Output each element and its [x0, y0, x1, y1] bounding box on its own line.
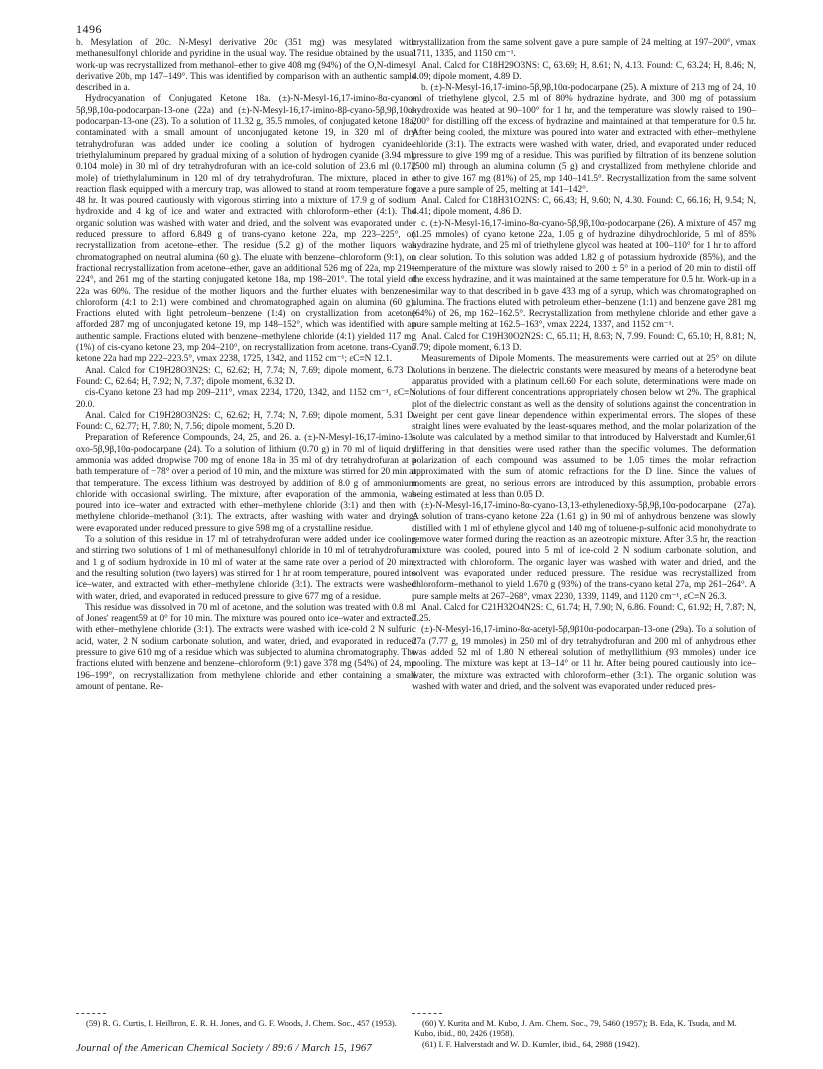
paragraph-jones-oxidation: This residue was dissolved in 70 ml of acetone, and the solution was treated with 0.8 ml of Jones' reagent59 at 0° for 10 min. The mixture was poured onto ice–water and extracted with ether–methylene chloride (3:1). The extracts were washed with ice-cold 2 N sulfuric acid, water, 2 N sodium carbonate solution, and water, dried, and evaporated in reduced pressure to give 610 mg of a residue which was subjected to alumina chromatography. The fractions eluted with benzene and benzene–chloroform (9:1) gave 378 mg (54%) of 24, mp 196–199°, on recrystallization from methylene chloride and ether containing a small amount of pentane. Re-: [76, 602, 416, 692]
paragraph-anal-25: Anal. Calcd for C18H31O2NS: C, 66.43; H, 9.60; N, 4.30. Found: C, 66.16; H, 9.54; N, 4.41; dipole moment, 4.86 D.: [412, 196, 756, 218]
paragraph-compound-27a: (±)-N-Mesyl-16,17-imino-8α-cyano-13,13-ethylenedioxy-5β,9β,10α-podocarpane (27a). A solution of trans-cyano ketone 22a (1.61 g) in 90 ml of anhydrous benzene was slowly distilled with 1 ml of ethylene glycol and 140 mg of toluene-p-sulfonic acid monohydrate to remove water formed during the reaction as an azeotropic mixture. After 3.5 hr, the reaction mixture was cooled, poured into 5 ml of ice-cold 2 N sodium carbonate solution, and extracted with chloroform. The organic layer was washed with water and dried, and the solvent was evaporated under reduced pressure. The residue was recrystallized from chloroform–methanol to yield 1.670 g (93%) of the trans-cyano ketal 27a, mp 261–264°. A pure sample melts at 267–268°, νmax 2230, 1339, 1149, and 1120 cm⁻¹, εC≡N 26.3.: [412, 501, 756, 602]
paragraph-dipole-moments: Measurements of Dipole Moments. The measurements were carried out at 25° on dilute solutions in benzene. The dielectric constants were measured by means of a heterodyne beat apparatus provided with a platinum cell.60 For each solute, determinations were made on solutions of four different concentrations appropriately chosen below wt 2%. The graphical plot of the dielectric constant as well as the density of solutions against the concentration in weight per cent gave linear dependence within experimental errors. The slopes of these straight lines were evaluated by the least-squares method, and the molar polarization of the solute was calculated by a method similar to that introduced by Halverstadt and Kumler,61 differing in that densities were used rather than the specific volumes. The deformation polarization of each compound was assumed to be 1.05 times the molar refraction approximated with the sum of atomic refractions for the D line. Since the values of moments are great, no serious errors are introduced by this assumption, probable errors being estimated at less than 0.05 D.: [412, 354, 756, 500]
right-column: [412, 38, 756, 693]
left-column: [76, 38, 416, 693]
paragraph-reference-compounds: Preparation of Reference Compounds, 24, 25, and 26. a. (±)-N-Mesyl-16,17-imino-13-oxo-5β,9β,10α-podocarpane (24). To a solution of lithium (0.70 g) in 70 ml of liquid dry ammonia was added dropwise 700 mg of enone 18a in 35 ml of dry tetrahydrofuran at a bath temperature of −78° over a period of 10 min, and the mixture was stirred for 20 min at that temperature. The excess lithium was destroyed by addition of 8.0 g of ammonium chloride with occasional swirling. The mixture, after evaporation of the ammonia, was poured into ice–water and extracted with ether–methylene chloride (3:1) and then with methylene chloride–methanol (3:1). The extracts, after washing with water and drying, were evaporated under reduced pressure to give 598 mg of a crystalline residue.: [76, 433, 416, 534]
paragraph-anal-26: Anal. Calcd for C19H30O2N2S: C, 65.11; H, 8.63; N, 7.99. Found: C, 65.10; H, 8.81; N, 7.79; dipole moment, 6.13 D.: [412, 331, 756, 354]
footnotes-right: [414, 1018, 756, 1049]
paragraph-mesylation-residue: To a solution of this residue in 17 ml of tetrahydrofuran were added under ice cooling and stirring two solutions of 1 ml of methanesulfonyl chloride in 10 ml of tetrahydrofuran and 1 g of sodium hydroxide in 10 ml of water at the same rate over a period of 20 min, and the resulting solution (two layers) was stirred for 1 hr at room temperature, poured into ice–water, and extracted with ether–methylene chloride (3:1). The extracts were washed with water, dried, and evaporated in reduced pressure to give 677 mg of a residue.: [76, 535, 416, 602]
paragraph-compound-26: c. (±)-N-Mesyl-16,17-imino-8α-cyano-5β,9β,10α-podocarpane (26). A mixture of 457 mg (1.25 mmoles) of cyano ketone 22a, 1.05 g of hydrazine dihydrochloride, 5 ml of 85% hydrazine hydrate, and 25 ml of triethylene glycol was heated at 100–110° for 1 hr to afford a clear solution. To this solution was added 1.82 g of potassium hydroxide (85%), and the temperature of the mixture was slowly raised to 200 ± 5° in a period of 20 min to distil off the excess hydrazine, and it was maintained at the same temperature for 0.5 hr. Work-up in a similar way to that described in b gave 433 mg of a syrup, which was chromatographed on alumina. The fractions eluted with petroleum ether–benzene (1:1) and benzene gave 281 mg (64%) of 26, mp 162–162.5°. Recrystallization from methylene chloride and ether gave a pure sample melting at 162.5–163°, νmax 2224, 1337, and 1152 cm⁻¹.: [412, 218, 756, 331]
paragraph-anal-27a: Anal. Calcd for C21H32O4N2S: C, 61.74; H, 7.90; N, 6.86. Found: C, 61.92; H, 7.87; N, 7.25.: [412, 602, 756, 625]
paragraph-compound-29a: (±)-N-Mesyl-16,17-imino-8α-acetyl-5β,9β10α-podocarpan-13-one (29a). To a solution of 27a (7.77 g, 19 mmoles) in 250 ml of dry tetrahydrofuran and 200 ml of anhydrous ether was added 52 ml of 1.80 N ethereal solution of methyllithium (93 mmoles) under ice cooling. The mixture was kept at 13–14° or 11 hr. After being poured cautiously into ice–water, the mixture was extracted with chloroform–ether (3:1). The organic solution was washed with water and dried, and the solvent was evaporated under reduced pres-: [412, 625, 756, 692]
paragraph-recrystallization-24: crystallization from the same solvent gave a pure sample of 24 melting at 197–200°, νmax 1711, 1335, and 1150 cm⁻¹.: [412, 38, 756, 60]
paragraph-anal-24: Anal. Calcd for C18H29O3NS: C, 63.69; H, 8.61; N, 4.13. Found: C, 63.24; H, 8.46; N, 4.09; dipole moment, 4.89 D.: [412, 60, 756, 82]
footnotes-left: [78, 1018, 414, 1028]
footnote-divider-left: [76, 1013, 106, 1014]
paragraph-anal-22a: Anal. Calcd for C19H28O3N2S: C, 62.62; H, 7.74; N, 7.69; dipole moment, 6.73 D. Found: C, 62.64; H, 7.92; N, 7.37; dipole moment, 6.32 D.: [76, 365, 416, 387]
journal-footer: Journal of the American Chemical Society / 89:6 / March 15, 1967: [76, 1043, 372, 1054]
paragraph-mesylation-20c: b. Mesylation of 20c. N-Mesyl derivative 20c (351 mg) was mesylated with methanesulfonyl chloride and pyridine in the usual way. The residue obtained by the usual work-up was recrystallized from methanol–ether to give 408 mg (94%) of the O,N-dimesyl derivative 20b, mp 147–149°. This was identified by comparison with an authentic sample described in a.: [76, 38, 416, 94]
page-number: 1496: [76, 22, 102, 36]
paragraph-compound-25: b. (±)-N-Mesyl-16,17-imino-5β,9β,10α-podocarpane (25). A mixture of 213 mg of 24, 10 ml of triethylene glycol, 2.5 ml of 80% hydrazine hydrate, and 300 mg of potassium hydroxide was heated at 90–100° for 1 hr, and the temperature was slowly raised to 190–200° for distilling off the excess of hydrazine and maintained at that temperature for 0.5 hr. After being cooled, the mixture was poured into water and extracted with ether–methylene chloride (3:1). The extracts were washed with water, dried, and evaporated under reduced pressure to give 199 mg of a residue. This was purified by filtration of its benzene solution (500 ml) through an alumina column (5 g) and crystallized from methylene chloride and ether to give 167 mg (81%) of 25, mp 140–141.5°. Recrystallization from the same solvent gave a pure sample of 25, melting at 141–142°.: [412, 83, 756, 195]
paragraph-hydrocyanation: Hydrocyanation of Conjugated Ketone 18a. (±)-N-Mesyl-16,17-imino-8α-cyano-5β,9β,10α-podocarpan-13-one (22a) and (±)-N-Mesyl-16,17-imino-8β-cyano-5β,9β,10α-podocarpan-13-one (23). To a solution of 11.32 g, 35.5 mmoles, of conjugated ketone 18a, contaminated with a small amount of unconjugated ketone 19, in 320 ml of dry tetrahydrofuran was added under ice cooling a solution of hydrogen cyanide–triethylaluminum prepared by gradual mixing of a solution of hydrogen cyanide (3.94 ml, 0.104 mole) in 30 ml of dry tetrahydrofuran with an ice-cold solution of 23.6 ml (0.172 mole) of triethylaluminum in 120 ml of dry tetrahydrofuran. The mixture, placed in a reaction flask equipped with a mercury trap, was allowed to stand at room temperature for 48 hr. It was poured cautiously with vigorous stirring into a mixture of 17.9 g of sodium hydroxide and 4 kg of ice and water and extracted with chloroform–ether (4:1). The organic solution was washed with water and dried, and the solvent was evaporated under reduced pressure to afford 6.849 g of trans-cyano ketone 22a, mp 223–225°, on recrystallization from acetone–ether. The residue (5.2 g) of the mother liquors was chromatographed on neutral alumina (60 g). The eluate with benzene–chloroform (9:1), on fractional recrystallization from acetone–ether, gave an additional 526 mg of 22a, mp 219–224°, and 261 mg of the starting conjugated ketone 18a, mp 198–201°. The total yield of 22a was 60%. The residue of the mother liquors and the further eluates with benzene–chloroform (4:1 to 2:1) were combined and chromatographed again on alumina (60 g). Fractions eluted with light petroleum–benzene (1:4) on crystallization from acetone afforded 287 mg of unconjugated ketone 19, mp 148–152°, which was identified with an authentic sample. Fractions eluted with benzene–methylene chloride (4:1) yielded 117 mg (1%) of cis-cyano ketone 23, mp 204–210°, on recrystallization from acetone. trans-Cyano ketone 22a had mp 222–223.5°, νmax 2238, 1725, 1342, and 1152 cm⁻¹; εC≡N 12.1.: [76, 94, 416, 365]
footnote-divider-right: [412, 1013, 442, 1014]
footnote-60: (60) Y. Kurita and M. Kubo, J. Am. Chem. Soc., 79, 5460 (1957); B. Eda, K. Tsuda, and M. Kubo, ibid., 80, 2426 (1958).: [414, 1018, 737, 1039]
paragraph-anal-23: Anal. Calcd for C19H28O3N2S: C, 62.62; H, 7.74; N, 7.69; dipole moment, 5.31 D. Found: C, 62.77; H, 7.80; N, 7.56; dipole moment, 5.20 D.: [76, 410, 416, 433]
paragraph-cis-cyano-23: cis-Cyano ketone 23 had mp 209–211°, νmax 2234, 1720, 1342, and 1152 cm⁻¹, εC≡N 20.0.: [76, 388, 416, 410]
footnote-61: (61) I. F. Halverstadt and W. D. Kumler, ibid., 64, 2988 (1942).: [422, 1038, 640, 1049]
footnote-59: (59) R. G. Curtis, I. Heilbron, E. R. H. Jones, and G. F. Woods, J. Chem. Soc., 457 (1953).: [86, 1018, 397, 1028]
